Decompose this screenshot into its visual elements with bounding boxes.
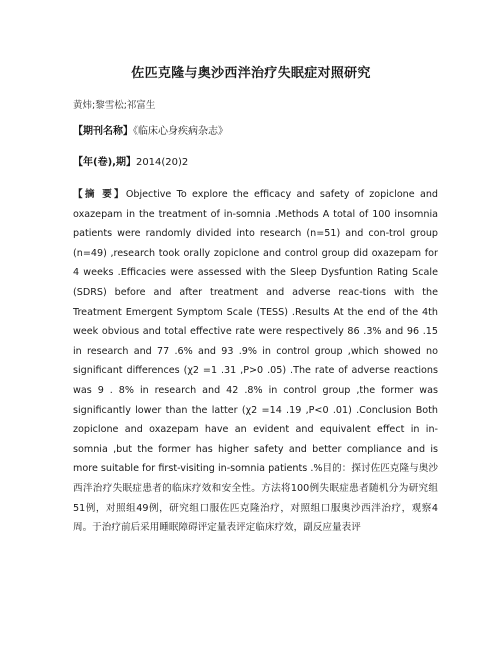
abstract-text: Objective To explore the efficacy and safety of zopiclone and oxazepam in the treatment of in-somnia .Methods A total of 100 insomnia patients were randomly divided into research (n=51) and con-trol group (n=49) ,research took orally zopiclone and control group did oxazepam for 4 weeks .Efficacies were assessed with the Sleep Dysfuntion Rating Scale (SDRS) before and after treatment and adverse reac-tions with the Treatment Emergent Symptom Scale (TESS) .Results At the end of the 4th week obvious and total effective rate were respectively 86 .3% and 96 .15 in research and 77 .6% and 93 .9% in control group ,which showed no significant differences (χ2 =1 .31 ,P>0 .05) .The rate of adverse reactions was 9 . 8% in research and 42 .8% in control group ,the former was significantly lower than the latter (χ2 =14 .19 ,P<0 .01) .Conclusion Both zopiclone and oxazepam have an evident and equivalent effect in in-somnia ,but the former has higher safety and better compliance and is more suitable for first-visiting in-somnia patients .%目的：探讨佐匹克隆与奥沙西泮治疗失眠症患者的临床疗效和安全性。方法将100例失眠症患者随机分为研究组51例，对照组49例，研究组口服佐匹克隆治疗，对照组口服奥沙西泮治疗，观察4周。于治疗前后采用睡眠障碍评定量表评定临床疗效，副反应量表评 xyxy=(73,189,438,534)
year-volume-label: 【年(卷),期】 xyxy=(73,157,136,168)
journal-name: 《临床心身疾病杂志》 xyxy=(133,126,228,137)
year-volume-value: 2014(20)2 xyxy=(135,157,189,168)
journal-field xyxy=(73,125,228,139)
authors: 黄炜;黎雪松;祁富生 xyxy=(73,100,156,111)
abstract-label: 【摘 要】 xyxy=(73,189,126,200)
abstract xyxy=(73,185,438,538)
journal-label: 【期刊名称】 xyxy=(73,126,133,137)
paper-title: 佐匹克隆与奥沙西泮治疗失眠症对照研究 xyxy=(131,66,371,81)
year-volume-field xyxy=(73,156,188,170)
